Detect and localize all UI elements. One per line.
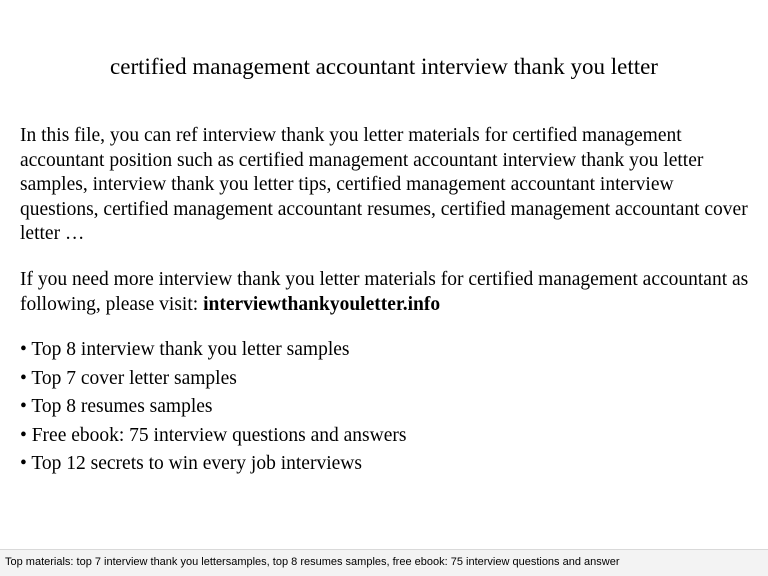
list-item[interactable]: • Top 7 cover letter samples xyxy=(20,367,237,389)
footer-text: Top materials: top 7 interview thank you lettersamples, top 8 resumes samples, free ebook: 75 interview questions and answer xyxy=(5,556,620,568)
visit-text: If you need more interview thank you letter materials for certified management accountant as following, please visit: xyxy=(20,268,749,315)
list-item[interactable]: • Top 8 resumes samples xyxy=(20,396,213,418)
materials-list xyxy=(20,336,755,479)
website-link[interactable]: interviewthankyouletter.info xyxy=(203,293,441,315)
intro-paragraph: In this file, you can ref interview thank you letter materials for certified management accountant position such as certified management accountant interview thank you letter samples, interview thank you letter tips, certified management accountant interview questions, certified management accountant resumes, certified management accountant cover letter … xyxy=(20,125,748,245)
document-body xyxy=(20,124,755,479)
footer-bar xyxy=(0,549,768,576)
list-item[interactable]: • Top 12 secrets to win every job interviews xyxy=(20,453,362,475)
list-item[interactable]: • Top 8 interview thank you letter samples xyxy=(20,339,350,361)
list-item[interactable]: • Free ebook: 75 interview questions and answers xyxy=(20,424,407,446)
visit-paragraph xyxy=(20,268,755,317)
page-title: certified management accountant interview thank you letter xyxy=(110,54,658,79)
